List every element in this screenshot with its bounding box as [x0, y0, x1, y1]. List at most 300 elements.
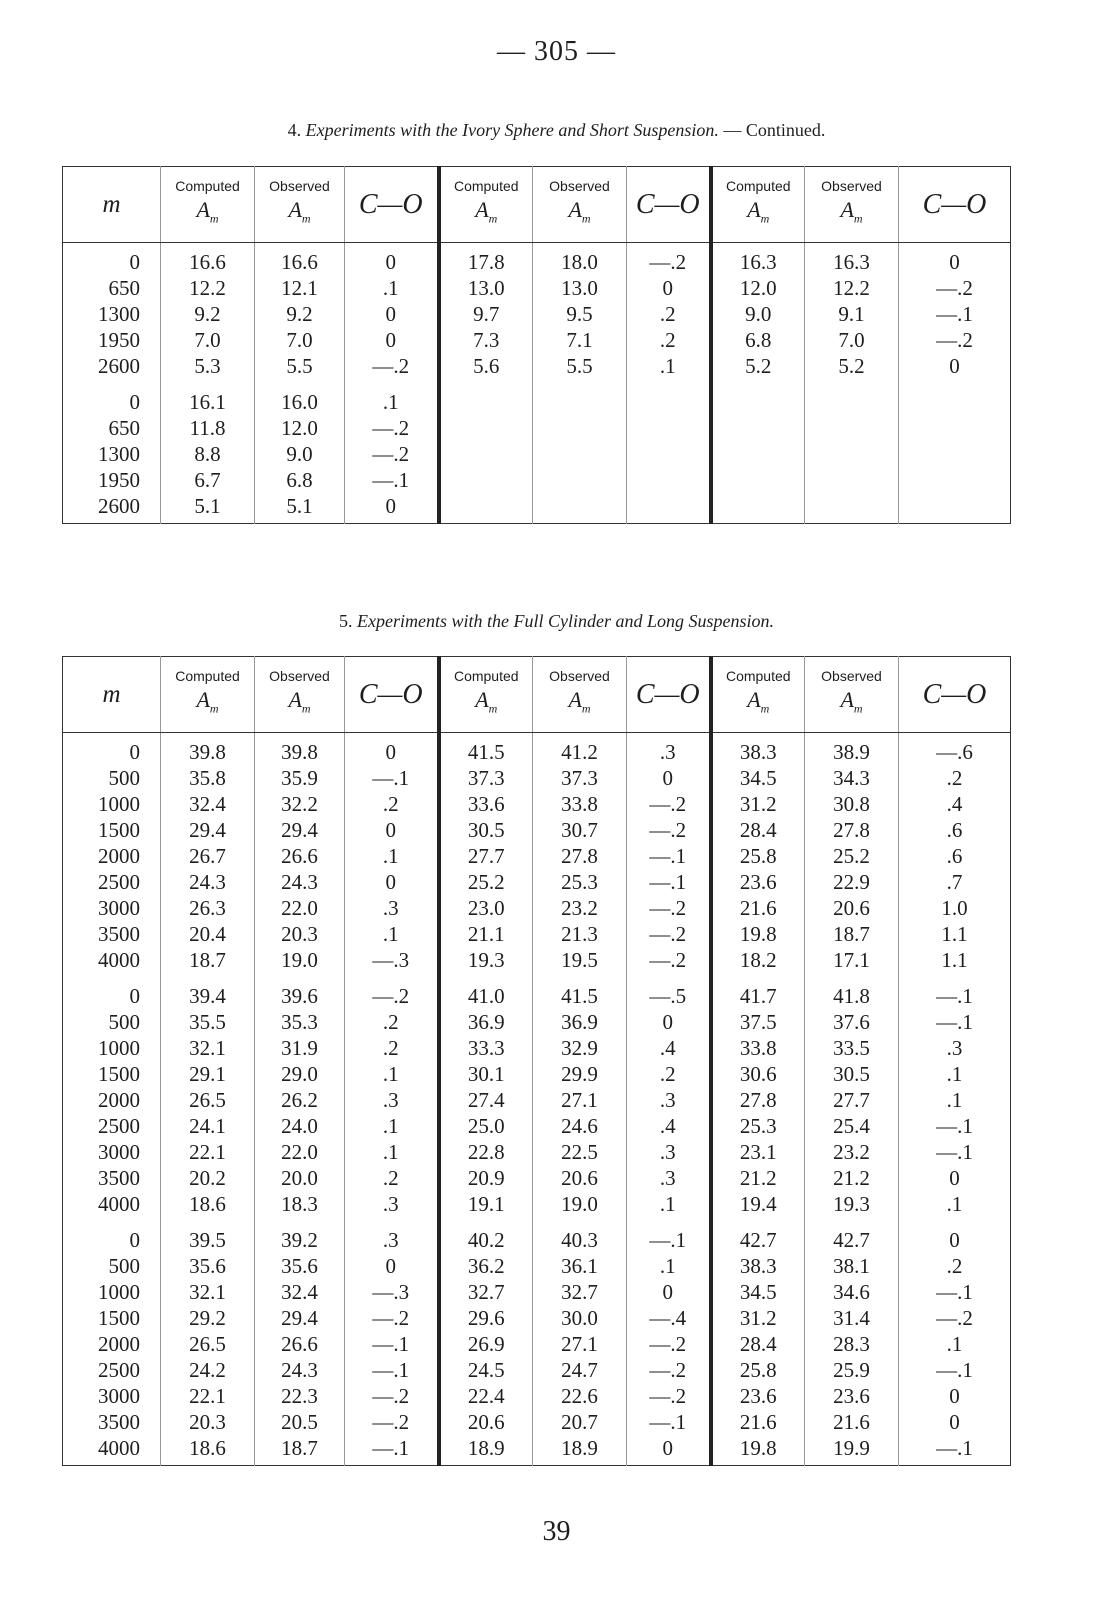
table-cell: 9.7	[439, 301, 533, 327]
cell-m: 500	[63, 765, 161, 791]
table-cell: —.2	[345, 415, 439, 441]
table-cell: —.1	[345, 1331, 439, 1357]
table-cell: 18.9	[533, 1435, 627, 1466]
table-cell: 36.9	[533, 1009, 627, 1035]
header-computed	[161, 657, 255, 733]
table-cell: —.2	[627, 947, 711, 973]
header-observed	[805, 167, 899, 243]
cell-m: 4000	[63, 1191, 161, 1217]
table-cell: 7.3	[439, 327, 533, 353]
table-cell: 38.3	[711, 1253, 805, 1279]
computed-label: Computed	[453, 178, 519, 195]
table-cell: 18.7	[255, 1435, 345, 1466]
table-cell: 21.2	[711, 1165, 805, 1191]
table-row	[63, 1035, 1011, 1061]
table-cell: 16.6	[161, 243, 255, 276]
table-cell: .1	[627, 353, 711, 379]
table4-body	[63, 243, 1011, 524]
table-row	[63, 843, 1011, 869]
table-cell: 27.8	[533, 843, 627, 869]
table-cell: 0	[345, 817, 439, 843]
table-cell	[899, 415, 1011, 441]
table-cell: 7.0	[255, 327, 345, 353]
table-cell: 21.2	[805, 1165, 899, 1191]
table-cell: 0	[949, 250, 960, 274]
table-cell: .3	[627, 733, 711, 766]
table-cell: 37.6	[805, 1009, 899, 1035]
table-cell: 18.0	[533, 243, 627, 276]
table-cell: 8.8	[161, 441, 255, 467]
table-cell: 22.1	[161, 1383, 255, 1409]
table-cell: 22.0	[255, 895, 345, 921]
am-symbol: $A_m$	[475, 687, 498, 716]
am-symbol: $A_m$	[840, 687, 863, 716]
table-cell: 40.2	[439, 1217, 533, 1253]
table-row	[63, 275, 1011, 301]
header-computed	[439, 167, 533, 243]
am-symbol: $A_m$	[747, 687, 770, 716]
table-cell: —.5	[627, 973, 711, 1009]
table-cell: 33.8	[711, 1035, 805, 1061]
table-row	[63, 243, 1011, 276]
table-cell: .2	[946, 766, 963, 790]
table-cell: —.2	[936, 1306, 973, 1330]
table-cell: 36.9	[439, 1009, 533, 1035]
table-row	[63, 733, 1011, 766]
table-cell: 41.5	[439, 733, 533, 766]
cell-m: 1500	[63, 1305, 161, 1331]
table5-caption	[0, 611, 1113, 632]
table-cell: 24.2	[161, 1357, 255, 1383]
table-cell: 29.6	[439, 1305, 533, 1331]
table-cell: 19.0	[255, 947, 345, 973]
table-cell: 21.6	[711, 1409, 805, 1435]
table-cell: 33.8	[533, 791, 627, 817]
table-cell: 19.9	[805, 1435, 899, 1466]
table5-caption-number: 5.	[339, 611, 353, 631]
cell-m: 2600	[63, 493, 161, 524]
computed-label: Computed	[725, 178, 791, 195]
table-cell: 5.6	[439, 353, 533, 379]
table-cell: 24.3	[255, 869, 345, 895]
table-cell: 22.8	[439, 1139, 533, 1165]
table-cell: 9.0	[711, 301, 805, 327]
table-cell: 22.9	[805, 869, 899, 895]
table-cell	[627, 467, 711, 493]
table-cell: 9.2	[255, 301, 345, 327]
table-cell: 0	[949, 354, 960, 378]
table-cell: 32.2	[255, 791, 345, 817]
table-cell: 38.3	[711, 733, 805, 766]
cell-m: 500	[63, 1009, 161, 1035]
computed-label: Computed	[175, 178, 240, 195]
table-cell: 33.3	[439, 1035, 533, 1061]
table-cell: 23.6	[805, 1383, 899, 1409]
header-c-minus-o: C—O	[627, 167, 711, 243]
table-cell: 0	[345, 733, 439, 766]
table-row	[63, 1113, 1011, 1139]
table-cell: 29.4	[161, 817, 255, 843]
table-cell: 19.8	[711, 921, 805, 947]
header-m: m	[63, 657, 161, 733]
table-cell: —.2	[627, 1383, 711, 1409]
table-cell: 19.3	[805, 1191, 899, 1217]
observed-label: Observed	[269, 178, 330, 195]
table-cell: .3	[345, 895, 439, 921]
table-cell: 0	[949, 1228, 960, 1252]
table-cell: 19.0	[533, 1191, 627, 1217]
table-cell: 20.4	[161, 921, 255, 947]
table-cell: 9.5	[533, 301, 627, 327]
table-cell: .3	[627, 1165, 711, 1191]
table-cell: 19.1	[439, 1191, 533, 1217]
header-observed	[255, 657, 345, 733]
table-cell: 5.3	[161, 353, 255, 379]
cell-m: 2600	[63, 353, 161, 379]
table-cell: 34.3	[805, 765, 899, 791]
table-cell: —.1	[936, 1280, 973, 1304]
table-cell: 7.0	[805, 327, 899, 353]
table-cell	[805, 441, 899, 467]
table-cell: 35.6	[255, 1253, 345, 1279]
table-cell: .2	[627, 301, 711, 327]
table-cell: —.2	[936, 276, 973, 300]
cell-m: 2500	[63, 1357, 161, 1383]
table-cell	[805, 379, 899, 415]
table-cell: 13.0	[439, 275, 533, 301]
table-cell: 25.9	[805, 1357, 899, 1383]
table-cell: 31.4	[805, 1305, 899, 1331]
table-cell: 37.3	[533, 765, 627, 791]
table-cell: 23.2	[805, 1139, 899, 1165]
table-cell: 28.4	[711, 817, 805, 843]
table-cell: 0	[627, 1009, 711, 1035]
table-cell: .1	[345, 275, 439, 301]
table-cell: 26.6	[255, 1331, 345, 1357]
table-cell: 29.2	[161, 1305, 255, 1331]
table-cell: 20.5	[255, 1409, 345, 1435]
table-cell: 39.8	[255, 733, 345, 766]
table-cell: 20.6	[805, 895, 899, 921]
table-cell: 22.1	[161, 1139, 255, 1165]
computed-label: Computed	[453, 668, 519, 685]
table-cell: .1	[345, 921, 439, 947]
table-cell: 20.6	[533, 1165, 627, 1191]
computed-label: Computed	[175, 668, 240, 685]
table-cell: 30.6	[711, 1061, 805, 1087]
table-5-full-cylinder	[62, 656, 1011, 1466]
table-cell: 28.3	[805, 1331, 899, 1357]
table-cell	[711, 441, 805, 467]
table-cell: 0	[345, 327, 439, 353]
cell-m: 650	[63, 275, 161, 301]
table-cell: 31.2	[711, 1305, 805, 1331]
table-cell: 20.7	[533, 1409, 627, 1435]
table-cell: 42.7	[711, 1217, 805, 1253]
table-cell: 22.5	[533, 1139, 627, 1165]
table-cell: 29.1	[161, 1061, 255, 1087]
table-row	[63, 947, 1011, 973]
table-cell: 20.9	[439, 1165, 533, 1191]
table-cell: 41.7	[711, 973, 805, 1009]
cell-m: 3000	[63, 1139, 161, 1165]
table-cell: —.2	[345, 1305, 439, 1331]
table-cell: 35.8	[161, 765, 255, 791]
table4-caption-number: 4.	[287, 120, 302, 140]
table-cell: 41.8	[805, 973, 899, 1009]
table-row	[63, 353, 1011, 379]
table-row	[63, 765, 1011, 791]
cell-m: 0	[63, 733, 161, 766]
table-cell	[805, 415, 899, 441]
table-cell: —.3	[345, 947, 439, 973]
table-cell: 27.7	[805, 1087, 899, 1113]
am-symbol: $A_m$	[840, 197, 863, 226]
am-symbol: $A_m$	[196, 687, 219, 716]
table-cell	[711, 415, 805, 441]
table-row	[63, 493, 1011, 524]
table-cell: 27.1	[533, 1087, 627, 1113]
table-cell: 16.3	[805, 243, 899, 276]
table-cell: 1.0	[941, 896, 968, 920]
observed-label: Observed	[549, 178, 610, 195]
cell-m: 1000	[63, 791, 161, 817]
table-cell: 25.0	[439, 1113, 533, 1139]
table-row	[63, 1305, 1011, 1331]
table-cell: —.1	[936, 302, 973, 326]
cell-m: 3000	[63, 1383, 161, 1409]
table-cell: 25.3	[533, 869, 627, 895]
table-cell: —.2	[345, 973, 439, 1009]
table-cell: .7	[946, 870, 963, 894]
table-cell: 21.1	[439, 921, 533, 947]
table-cell: 25.4	[805, 1113, 899, 1139]
table-cell: 25.2	[805, 843, 899, 869]
table-cell: 5.5	[255, 353, 345, 379]
table-cell: .4	[627, 1113, 711, 1139]
table-cell: 20.0	[255, 1165, 345, 1191]
table-cell	[439, 467, 533, 493]
table-cell: 23.6	[711, 1383, 805, 1409]
table-cell: —.1	[936, 1010, 973, 1034]
table-row	[63, 1331, 1011, 1357]
header-observed	[533, 167, 627, 243]
table-cell: 0	[345, 301, 439, 327]
table-cell: 0	[949, 1384, 960, 1408]
cell-m: 2000	[63, 843, 161, 869]
table-cell: —.2	[936, 328, 973, 352]
am-symbol: $A_m$	[288, 687, 311, 716]
am-symbol: $A_m$	[196, 197, 219, 226]
table-cell: 26.3	[161, 895, 255, 921]
table-cell: 11.8	[161, 415, 255, 441]
table-cell: —.3	[345, 1279, 439, 1305]
table-cell: 0	[627, 1435, 711, 1466]
table-cell	[439, 415, 533, 441]
table-cell: .3	[345, 1191, 439, 1217]
table-cell	[439, 493, 533, 524]
header-c-minus-o: C—O	[345, 657, 439, 733]
header-m: m	[63, 167, 161, 243]
table-cell: 32.7	[439, 1279, 533, 1305]
table-cell: 6.7	[161, 467, 255, 493]
table-row	[63, 1009, 1011, 1035]
cell-m: 2000	[63, 1331, 161, 1357]
table5-body	[63, 733, 1011, 1466]
table-cell	[627, 441, 711, 467]
table-cell: —.2	[627, 1357, 711, 1383]
table-row	[63, 327, 1011, 353]
table-cell: 28.4	[711, 1331, 805, 1357]
table-row	[63, 791, 1011, 817]
table-cell: 16.6	[255, 243, 345, 276]
table-cell: 42.7	[805, 1217, 899, 1253]
table-row	[63, 1435, 1011, 1466]
observed-label: Observed	[549, 668, 610, 685]
table-cell: 18.6	[161, 1435, 255, 1466]
header-observed	[533, 657, 627, 733]
table-cell: 24.0	[255, 1113, 345, 1139]
table-cell	[439, 379, 533, 415]
table-cell: 20.2	[161, 1165, 255, 1191]
table-cell: 5.1	[161, 493, 255, 524]
table-cell: 30.7	[533, 817, 627, 843]
table-cell: —.1	[345, 1357, 439, 1383]
header-c-minus-o: C—O	[899, 657, 1011, 733]
cell-m: 2500	[63, 1113, 161, 1139]
table-cell: .1	[627, 1253, 711, 1279]
table-cell: 9.0	[255, 441, 345, 467]
table-row	[63, 921, 1011, 947]
table-cell: 35.6	[161, 1253, 255, 1279]
table-cell: 41.5	[533, 973, 627, 1009]
table-cell	[533, 493, 627, 524]
table-cell: .3	[627, 1139, 711, 1165]
table-cell: 32.4	[161, 791, 255, 817]
table-cell: —.2	[345, 1409, 439, 1435]
table-cell: 16.0	[255, 379, 345, 415]
table-cell: .3	[345, 1087, 439, 1113]
table-cell: 12.2	[805, 275, 899, 301]
table-cell: .1	[946, 1332, 963, 1356]
table-cell: 12.1	[255, 275, 345, 301]
table-cell: 33.6	[439, 791, 533, 817]
am-symbol: $A_m$	[568, 197, 591, 226]
table-cell: 18.9	[439, 1435, 533, 1466]
table-cell	[711, 467, 805, 493]
table-cell: 16.3	[711, 243, 805, 276]
table-cell: 27.7	[439, 843, 533, 869]
table-row	[63, 973, 1011, 1009]
table-cell	[533, 379, 627, 415]
table-cell: .1	[946, 1192, 963, 1216]
table-cell: 0	[627, 765, 711, 791]
table-cell: 26.5	[161, 1331, 255, 1357]
table-cell: 34.5	[711, 1279, 805, 1305]
table-cell: 19.5	[533, 947, 627, 973]
table-cell: 29.0	[255, 1061, 345, 1087]
table-cell	[627, 379, 711, 415]
table-cell: 41.2	[533, 733, 627, 766]
table-cell: 36.1	[533, 1253, 627, 1279]
table-cell: 6.8	[711, 327, 805, 353]
table-cell: 32.7	[533, 1279, 627, 1305]
table-cell: 24.1	[161, 1113, 255, 1139]
table-cell: 39.8	[161, 733, 255, 766]
table-cell: —.1	[345, 1435, 439, 1466]
table-cell: 27.1	[533, 1331, 627, 1357]
table5-caption-title: Experiments with the Full Cylinder and Long Suspension.	[357, 611, 774, 631]
table-cell: 0	[345, 1253, 439, 1279]
table-cell: 26.2	[255, 1087, 345, 1113]
am-symbol: $A_m$	[475, 197, 498, 226]
header-row	[63, 167, 1011, 243]
table-cell: 0	[345, 243, 439, 276]
table-cell: 30.5	[805, 1061, 899, 1087]
table-cell: 18.7	[805, 921, 899, 947]
table4-caption	[0, 120, 1113, 141]
table-cell: —.1	[627, 843, 711, 869]
table-cell: 13.0	[533, 275, 627, 301]
table-cell: 18.6	[161, 1191, 255, 1217]
table4-caption-suffix: — Continued.	[723, 120, 826, 140]
table-cell: .3	[345, 1217, 439, 1253]
table-cell: 1.1	[941, 948, 968, 972]
table-cell: 22.0	[255, 1139, 345, 1165]
table-cell: 23.6	[711, 869, 805, 895]
table-cell: .3	[946, 1036, 963, 1060]
table-cell: 18.7	[161, 947, 255, 973]
table-cell: 36.2	[439, 1253, 533, 1279]
table-cell: 34.6	[805, 1279, 899, 1305]
header-c-minus-o: C—O	[899, 167, 1011, 243]
table-cell: 30.8	[805, 791, 899, 817]
header-computed	[711, 167, 805, 243]
table-cell: 21.6	[805, 1409, 899, 1435]
table-row	[63, 1165, 1011, 1191]
cell-m: 3000	[63, 895, 161, 921]
cell-m: 4000	[63, 1435, 161, 1466]
table-cell: —.2	[627, 817, 711, 843]
table-row	[63, 1191, 1011, 1217]
table-row	[63, 1383, 1011, 1409]
table-cell: 39.2	[255, 1217, 345, 1253]
table-cell: —.2	[627, 921, 711, 947]
header-observed	[805, 657, 899, 733]
table-cell: .1	[946, 1088, 963, 1112]
table-row	[63, 379, 1011, 415]
table-cell: 37.3	[439, 765, 533, 791]
table-row	[63, 1279, 1011, 1305]
table-cell: .2	[946, 1254, 963, 1278]
table-cell: 23.1	[711, 1139, 805, 1165]
table-cell	[899, 379, 1011, 415]
header-c-minus-o: C—O	[345, 167, 439, 243]
table-cell: .6	[946, 844, 963, 868]
table-cell: 30.0	[533, 1305, 627, 1331]
cell-m: 1300	[63, 301, 161, 327]
table-cell	[533, 467, 627, 493]
table-cell: 39.5	[161, 1217, 255, 1253]
header-computed	[711, 657, 805, 733]
cell-m: 0	[63, 973, 161, 1009]
table-cell: 5.1	[255, 493, 345, 524]
table-cell: 22.3	[255, 1383, 345, 1409]
cell-m: 0	[63, 1217, 161, 1253]
cell-m: 0	[63, 243, 161, 276]
cell-m: 1500	[63, 1061, 161, 1087]
table-cell: 20.3	[255, 921, 345, 947]
